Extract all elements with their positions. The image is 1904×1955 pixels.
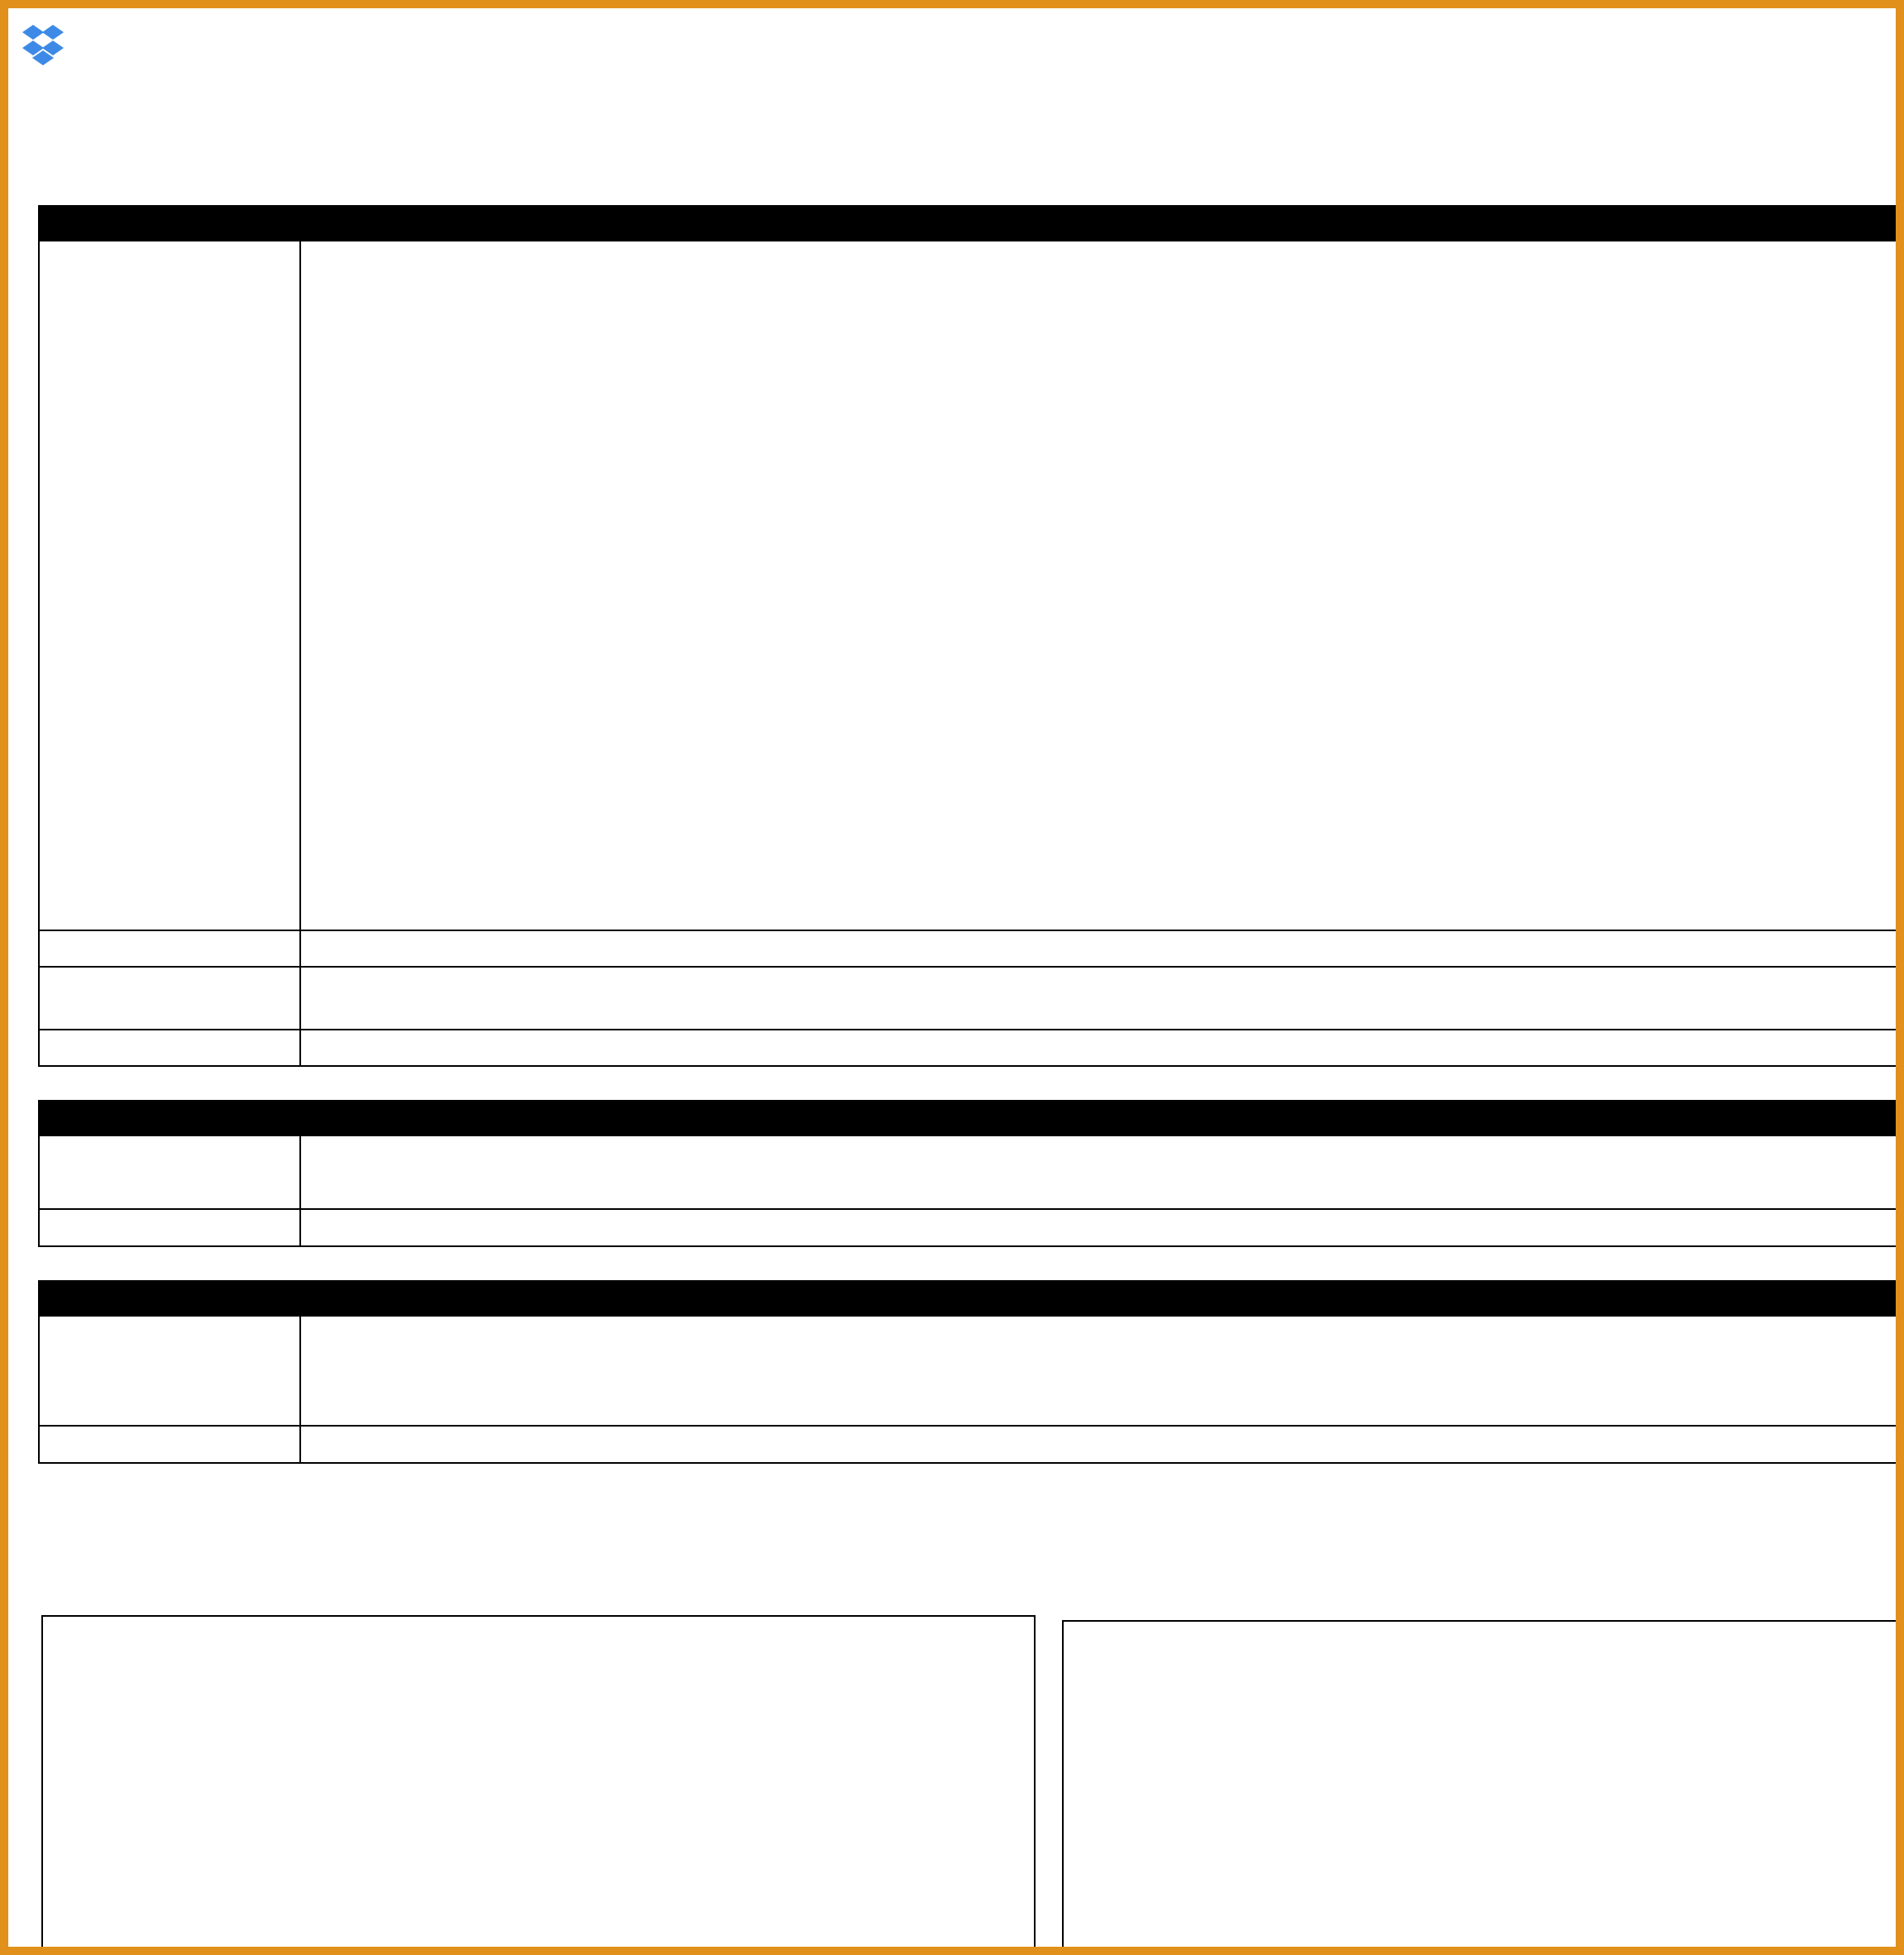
label-column-divider [299, 1136, 301, 1247]
sm-pct-values [38, 767, 1896, 804]
rd-values [38, 632, 1896, 668]
table-border-left [38, 1317, 40, 1464]
bank-section-header [38, 1280, 1896, 1317]
starting-balance-row [38, 1317, 1896, 1353]
revenues-row [38, 279, 1896, 315]
ending-balance-values [38, 1427, 1896, 1463]
cogs-row [38, 351, 1896, 387]
cash-inflow-values [38, 1136, 1896, 1173]
cash-operations-row [38, 1389, 1896, 1426]
sm-row [38, 731, 1896, 767]
sm-values [38, 731, 1896, 767]
label-column-divider [299, 241, 301, 1067]
pl-section-header [38, 205, 1896, 241]
ebit-values [38, 1031, 1896, 1068]
ga-pct-values [38, 867, 1896, 903]
label-column-divider [299, 1317, 301, 1464]
gross-profit-pct-values [38, 496, 1896, 533]
cogs-values [38, 351, 1896, 387]
ga-values [38, 830, 1896, 867]
operating-costs-label [38, 569, 286, 605]
total-opex-pct-row [38, 968, 1896, 1005]
cash-financing-values [38, 1353, 1896, 1389]
ga-row [38, 830, 1896, 867]
sm-pct-row [38, 767, 1896, 804]
spreadsheet-grid[interactable] [38, 124, 1896, 1613]
cash-operations-values [38, 1389, 1896, 1426]
cash-inflow-row [38, 1136, 1896, 1173]
gross-profit-margin-chart[interactable] [1062, 1620, 1896, 1947]
table-border-left [38, 1136, 40, 1247]
cash-outflow-values [38, 1173, 1896, 1209]
operating-costs-row [38, 569, 1896, 605]
chart1-plot [43, 1617, 1034, 1947]
cogs-pct-values [38, 387, 1896, 423]
divider [38, 1029, 1896, 1030]
gross-profit-values [38, 460, 1896, 496]
table-border-left [38, 241, 40, 1067]
rd-pct-values [38, 668, 1896, 705]
ebit-row [38, 1031, 1896, 1068]
cogs-pct-row [38, 387, 1896, 423]
dropbox-icon[interactable] [21, 25, 65, 68]
divider [38, 1462, 1896, 1464]
rd-pct-row [38, 668, 1896, 705]
gross-profit-row [38, 460, 1896, 496]
cash-financing-row [38, 1353, 1896, 1389]
total-opex-pct-values [38, 968, 1896, 1005]
rd-row [38, 632, 1896, 668]
cash-outflow-row [38, 1173, 1896, 1209]
starting-balance-values [38, 1317, 1896, 1353]
divider [38, 1245, 1896, 1247]
total-opex-row [38, 932, 1896, 968]
revenues-values [38, 279, 1896, 315]
divider [38, 930, 1896, 931]
ending-balance-row [38, 1427, 1896, 1463]
divider [38, 1065, 1896, 1067]
chart2-plot [1064, 1622, 1896, 1947]
total-cashflow-row [38, 1210, 1896, 1246]
app-header [8, 8, 1896, 91]
gross-profit-pct-row [38, 496, 1896, 533]
divider [38, 966, 1896, 968]
total-cashflow-values [38, 1210, 1896, 1246]
total-opex-values [38, 932, 1896, 968]
app-window [8, 8, 1896, 1947]
cashflow-section-header [38, 1100, 1896, 1136]
ga-pct-row [38, 867, 1896, 903]
revenue-cost-ebit-chart[interactable] [41, 1615, 1036, 1947]
